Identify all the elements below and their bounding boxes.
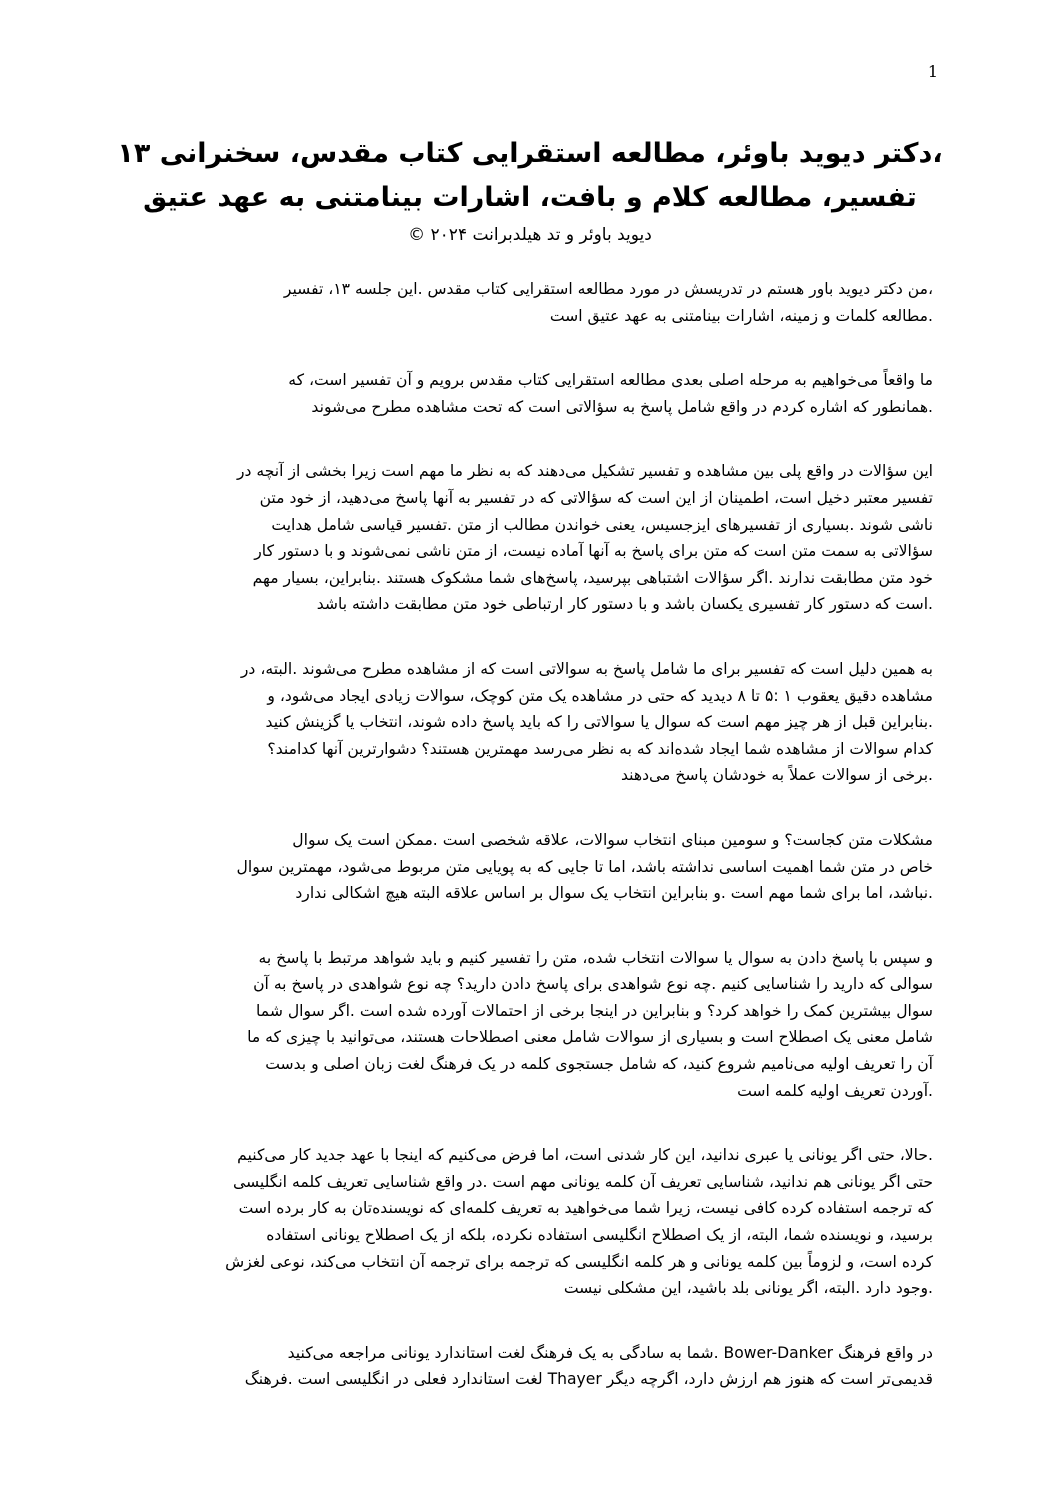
text-line: مشاهده دقیق یعقوب ۱ :۵ تا ۸ دیدید که حتی در مشاهده یک متن کوچک، سوالات زیادی ایجاد می‌شود، و	[267, 686, 933, 705]
text-line: .آوردن تعریف اولیه کلمه است	[737, 1081, 933, 1100]
text-line: سوالی که دارید را شناسایی کنیم .چه نوع شواهدی برای پاسخ دادن دارید؟ چه نوع شواهدی در پاسخ به آن	[253, 975, 933, 994]
text-line: کدام سوالات از مشاهده شما ایجاد شده‌اند که به نظر می‌رسد مهمترین هستند؟ دشوارترین آنها کدامند؟	[267, 739, 933, 758]
document-subtitle: دیوید باوئر و تد هیلدبرانت ۲۰۲۴ ©	[408, 225, 652, 245]
paragraph-4	[128, 656, 933, 789]
paragraph-5	[128, 827, 933, 907]
text-line: .مطالعه کلمات و زمینه، اشارات بینامتنی به عهد عتیق است	[549, 306, 933, 325]
page-number: 1	[927, 62, 938, 81]
text-line: ما واقعاً می‌خواهیم به مرحله اصلی بعدی مطالعه استقرایی کتاب مقدس برویم و آن تفسیر است، که	[288, 371, 933, 390]
paragraph-2	[128, 367, 933, 420]
paragraph-6	[128, 945, 933, 1105]
paragraph-8	[128, 1340, 933, 1393]
document-header	[110, 132, 950, 250]
text-line: .همانطور که اشاره کردم در واقع شامل پاسخ به سؤالاتی است که تحت مشاهده مطرح می‌شوند	[311, 397, 933, 416]
text-line: که ترجمه استفاده کرده کافی نیست، زیرا شما می‌خواهید به تعریف کلمه‌ای که نویسنده‌تان به کار برده است	[238, 1199, 933, 1218]
text-line: تفسیر معتبر دخیل است، اطمینان از این است که سؤالاتی که در تفسیر به آنها پاسخ می‌دهید، از خود متن	[259, 488, 933, 507]
document-title-line-2: تفسیر، مطالعه کلام و بافت، اشارات بینامتنی به عهد عتیق	[143, 182, 917, 213]
text-line: .است که دستور کار تفسیری یکسان باشد و با دستور کار ارتباطی خود متن مطابقت داشته باشد	[316, 595, 933, 614]
text-line: .وجود دارد .البته، اگر یونانی بلد باشید، این مشکلی نیست	[563, 1279, 933, 1298]
text-line: حتی اگر یونانی هم ندانید، شناسایی تعریف آن کلمه یونانی مهم است .در واقع شناسایی تعریف کلمه انگلیسی	[232, 1172, 933, 1191]
text-line: .نباشد، اما برای شما مهم است .و بنابراین انتخاب یک سوال بر اساس علاقه البته هیچ اشکالی ندارد	[295, 884, 933, 903]
text-line: سوال بیشترین کمک را خواهد کرد؟ و بنابراین در اینجا برخی از احتمالات آورده شده است .اگر سوال شما	[256, 1001, 933, 1020]
paragraph-7	[128, 1142, 933, 1302]
text-line: و سپس با پاسخ دادن به سوال یا سوالات انتخاب شده، متن را تفسیر کنیم و باید شواهد مرتبط با پاسخ به	[258, 948, 933, 967]
document-title-line-1: ،دکتر دیوید باوئر، مطالعه استقرایی کتاب مقدس، سخنرانی ۱۳	[117, 138, 943, 169]
text-line: این سؤالات در واقع پلی بین مشاهده و تفسیر تشکیل می‌دهند که به نظر ما مهم است زیرا بخشی از آنچه در	[236, 462, 933, 481]
text-line: خود متن مطابقت ندارند .اگر سؤالات اشتباهی بپرسید، پاسخ‌های شما مشکوک هستند .بنابراین، بسیار مهم	[252, 568, 933, 587]
text-line: در واقع فرهنگ Bower-Danker .شما به سادگی به یک فرهنگ لغت استاندارد یونانی مراجعه می‌کنید	[287, 1343, 933, 1362]
paragraph-3	[128, 458, 933, 618]
text-line: به همین دلیل است که تفسیر برای ما شامل پاسخ به سوالاتی است که از مشاهده مطرح می‌شوند .البته، در	[240, 659, 933, 678]
text-line: آن را تعریف اولیه می‌نامیم شروع کنید، که شامل جستجوی کلمه در یک فرهنگ لغت زبان اصلی و بدست	[265, 1055, 933, 1074]
text-line: شامل معنی یک اصطلاح است و بسیاری از سوالات شامل معنی اصطلاحات هستند، می‌توانید با چیزی که ما	[247, 1028, 933, 1047]
text-line: .بنابراین قبل از هر چیز مهم است که سوال یا سوالاتی را که باید پاسخ داده شوند، انتخاب یا گزینش کنید	[265, 713, 933, 732]
text-line: .برخی از سوالات عملاً به خودشان پاسخ می‌دهند	[621, 766, 933, 785]
text-line: برسید، و نویسنده شما، البته، از یک اصطلاح انگلیسی استفاده نکرده، بلکه از یک اصطلاح یونانی استفاده	[266, 1226, 933, 1245]
text-line: قدیمی‌تر است که هنوز هم ارزش دارد، اگرچه دیگر Thayer لغت استاندارد فعلی در انگلیسی است .فرهنگ	[244, 1370, 933, 1389]
document-body	[128, 276, 933, 1431]
text-line: ،من دکتر دیوید باور هستم در تدریسش در مورد مطالعه استقرایی کتاب مقدس .این جلسه ۱۳، تفسیر	[283, 280, 933, 298]
text-line: مشکلات متن کجاست؟ و سومین مبنای انتخاب سوالات، علاقه شخصی است .ممکن است یک سوال	[292, 830, 933, 849]
text-line: سؤالاتی به سمت متن است که متن برای پاسخ به آنها آماده نیست، از متن ناشی نمی‌شوند و با دستور کار	[254, 542, 933, 561]
text-line: .حالا، حتی اگر یونانی یا عبری ندانید، این کار شدنی است، اما فرض می‌کنیم که اینجا با عهد جدید کار می‌کنیم	[237, 1146, 933, 1165]
paragraph-1	[128, 276, 933, 329]
text-line: کرده است، و لزوماً بین کلمه یونانی و هر کلمه انگلیسی که ترجمه برای ترجمه آن انتخاب می‌کند، نوعی لغزش	[225, 1252, 933, 1271]
text-line: خاص در متن شما اهمیت اساسی نداشته باشد، اما تا جایی که به پویایی متن مربوط می‌شود، مهمترین سوال	[236, 857, 933, 876]
text-line: ناشی شوند .بسیاری از تفسیرهای ایزجسیس، یعنی خواندن مطالب از متن .تفسیر قیاسی شامل هدایت	[271, 515, 933, 534]
